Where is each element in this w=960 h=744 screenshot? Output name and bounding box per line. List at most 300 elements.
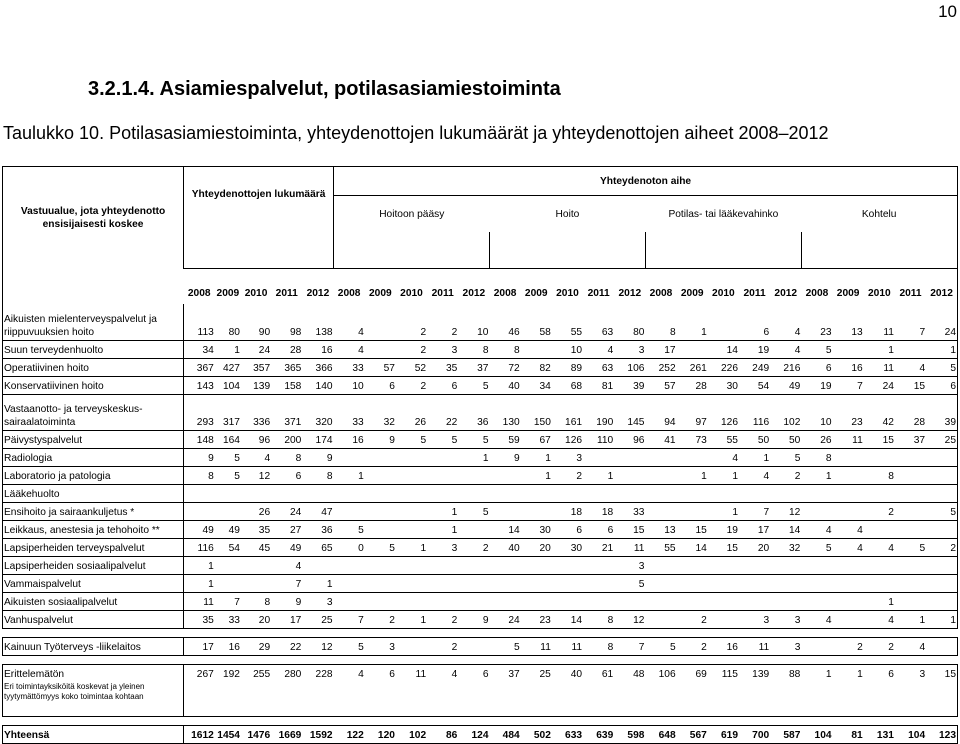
value-cell <box>833 574 864 592</box>
value-cell: 130 <box>489 394 520 430</box>
value-cell: 14 <box>552 610 583 628</box>
year-header: 2008 <box>493 288 517 299</box>
value-cell <box>215 484 241 502</box>
value-cell <box>645 484 676 502</box>
value-cell: 67 <box>521 430 552 448</box>
value-cell: 200 <box>271 430 302 448</box>
value-cell: 2 <box>864 637 895 655</box>
value-cell: 502 <box>521 725 552 743</box>
value-cell <box>215 574 241 592</box>
value-cell <box>926 448 957 466</box>
value-cell: 69 <box>695 669 707 680</box>
value-cell: 63 <box>583 358 614 376</box>
value-cell: 32 <box>770 538 801 556</box>
value-cell: 21 <box>583 538 614 556</box>
value-cell <box>645 574 676 592</box>
value-cell: 65 <box>302 538 333 556</box>
value-cell: 336 <box>241 394 271 430</box>
value-cell: 47 <box>302 502 333 520</box>
value-cell: 54 <box>215 538 241 556</box>
value-cell <box>396 574 427 592</box>
value-cell: 8 <box>864 466 895 484</box>
value-cell: 25 <box>302 610 333 628</box>
value-cell: 23 <box>833 394 864 430</box>
value-cell <box>396 520 427 538</box>
value-cell: 320 <box>302 394 333 430</box>
value-cell <box>645 556 676 574</box>
value-cell: 148 <box>184 430 215 448</box>
value-cell <box>396 637 427 655</box>
topic-group-header: Yhteydenoton aihe <box>334 167 958 196</box>
value-cell: 33 <box>334 394 365 430</box>
value-cell <box>708 682 739 716</box>
value-cell: 1 <box>334 466 365 484</box>
value-cell: 10 <box>801 394 832 430</box>
value-cell <box>489 682 520 716</box>
value-cell: 72 <box>489 358 520 376</box>
value-cell: 30 <box>552 538 583 556</box>
value-cell: 140 <box>302 376 333 394</box>
value-cell <box>770 592 801 610</box>
value-cell <box>489 574 520 592</box>
table-row <box>3 484 958 502</box>
value-cell: 106 <box>658 669 676 680</box>
year-header: 2012 <box>618 288 642 299</box>
value-cell <box>458 556 489 574</box>
value-cell: 598 <box>614 725 645 743</box>
value-cell <box>708 574 739 592</box>
value-cell <box>521 682 552 716</box>
value-cell: 17 <box>184 637 215 655</box>
value-cell <box>334 484 365 502</box>
value-cell <box>739 682 770 716</box>
statistics-table <box>2 166 958 744</box>
value-cell: 6 <box>801 358 832 376</box>
value-cell <box>583 448 614 466</box>
value-cell: 267 <box>196 669 214 680</box>
value-cell: 42 <box>864 394 895 430</box>
value-cell <box>427 466 458 484</box>
value-cell <box>801 682 832 716</box>
value-cell <box>583 574 614 592</box>
value-cell: 7 <box>334 610 365 628</box>
value-cell: 123 <box>926 725 957 743</box>
value-cell <box>801 556 832 574</box>
value-cell: 4 <box>770 304 801 340</box>
year-header: 2009 <box>216 288 240 299</box>
value-cell: 63 <box>583 304 614 340</box>
value-cell: 8 <box>241 592 271 610</box>
table-row-total <box>3 725 958 743</box>
value-cell: 8 <box>458 340 489 358</box>
value-cell: 3 <box>614 340 645 358</box>
table-row <box>3 520 958 538</box>
value-cell: 113 <box>184 304 215 340</box>
value-cell <box>801 484 832 502</box>
value-cell: 126 <box>708 394 739 430</box>
value-cell <box>271 682 302 716</box>
value-cell: 3 <box>427 340 458 358</box>
value-cell <box>833 682 864 716</box>
value-cell: 317 <box>215 394 241 430</box>
value-cell: 190 <box>583 394 614 430</box>
value-cell <box>833 502 864 520</box>
value-cell: 26 <box>801 430 832 448</box>
contacts-column-header: Yhteydenottojen lukumäärä <box>184 167 334 233</box>
value-cell: 15 <box>926 664 957 682</box>
value-cell: 23 <box>521 610 552 628</box>
value-cell: 59 <box>489 430 520 448</box>
value-cell: 50 <box>739 430 770 448</box>
value-cell: 139 <box>752 669 770 680</box>
value-cell <box>677 484 708 502</box>
value-cell <box>521 592 552 610</box>
value-cell: 57 <box>645 376 676 394</box>
value-cell: 10 <box>552 340 583 358</box>
year-header: 2010 <box>556 288 579 299</box>
value-cell <box>396 466 427 484</box>
value-cell: 2 <box>864 502 895 520</box>
value-cell <box>708 484 739 502</box>
value-cell <box>926 592 957 610</box>
value-cell: 1612 <box>184 725 215 743</box>
table-row <box>3 592 958 610</box>
value-cell: 24 <box>926 304 957 340</box>
value-cell: 4 <box>801 610 832 628</box>
value-cell: 90 <box>241 304 271 340</box>
table-row <box>3 574 958 592</box>
value-cell <box>302 556 333 574</box>
value-cell: 28 <box>271 340 302 358</box>
value-cell: 20 <box>739 538 770 556</box>
value-cell: 4 <box>770 340 801 358</box>
value-cell <box>895 484 926 502</box>
value-cell: 5 <box>427 430 458 448</box>
value-cell: 4 <box>358 669 364 680</box>
spacer-cell <box>3 655 958 664</box>
year-header: 2008 <box>649 288 673 299</box>
value-cell: 19 <box>801 376 832 394</box>
row-label: Lapsiperheiden sosiaalipalvelut <box>3 556 184 574</box>
value-cell: 52 <box>396 358 427 376</box>
value-cell: 280 <box>284 669 302 680</box>
value-cell <box>926 637 957 655</box>
value-cell: 46 <box>489 304 520 340</box>
value-cell: 29 <box>241 637 271 655</box>
year-header: 2012 <box>462 288 486 299</box>
value-cell: 1 <box>926 610 957 628</box>
header-spacer <box>801 232 957 269</box>
topic-header: Potilas- tai lääkevahinko <box>668 208 779 220</box>
row-label: Päivystyspalvelut <box>3 430 184 448</box>
value-cell <box>552 682 583 716</box>
value-cell: 567 <box>677 725 708 743</box>
value-cell <box>396 502 427 520</box>
value-cell <box>552 484 583 502</box>
value-cell: 22 <box>427 394 458 430</box>
value-cell: 5 <box>458 376 489 394</box>
value-cell: 2 <box>427 637 458 655</box>
value-cell <box>334 502 365 520</box>
value-cell: 4 <box>833 520 864 538</box>
value-cell <box>645 592 676 610</box>
value-cell: 2 <box>926 538 957 556</box>
value-cell: 37 <box>458 358 489 376</box>
value-cell <box>677 592 708 610</box>
value-cell <box>770 574 801 592</box>
year-row-spacer <box>3 269 184 305</box>
value-cell: 9 <box>184 448 215 466</box>
value-cell: 9 <box>489 448 520 466</box>
value-cell: 8 <box>184 466 215 484</box>
value-cell: 5 <box>926 358 957 376</box>
value-cell <box>677 556 708 574</box>
row-label: Leikkaus, anestesia ja tehohoito ** <box>3 520 184 538</box>
value-cell: 45 <box>241 538 271 556</box>
value-cell: 7 <box>271 574 302 592</box>
row-label: Yhteensä <box>3 725 184 743</box>
value-cell: 226 <box>708 358 739 376</box>
value-cell <box>926 574 957 592</box>
value-cell: 36 <box>302 520 333 538</box>
value-cell: 1592 <box>302 725 333 743</box>
value-cell: 2 <box>677 637 708 655</box>
area-column-header: Vastuualue, jota yhteydenotto ensisijaisesti koskee <box>3 167 184 269</box>
value-cell: 14 <box>677 538 708 556</box>
year-header: 2008 <box>337 288 361 299</box>
value-cell <box>365 592 396 610</box>
value-cell: 37 <box>508 669 520 680</box>
value-cell: 39 <box>614 376 645 394</box>
value-cell: 1 <box>895 610 926 628</box>
value-cell: 1 <box>302 574 333 592</box>
value-cell <box>552 556 583 574</box>
value-cell: 20 <box>521 538 552 556</box>
value-cell: 24 <box>271 502 302 520</box>
row-label: Kainuun Työterveys -liikelaitos <box>3 637 184 655</box>
value-cell: 22 <box>271 637 302 655</box>
value-cell: 15 <box>614 520 645 538</box>
section-heading: 3.2.1.4. Asiamiespalvelut, potilasasiamiestoiminta <box>88 78 561 100</box>
value-cell <box>521 502 552 520</box>
value-cell: 30 <box>521 520 552 538</box>
value-cell: 58 <box>521 304 552 340</box>
spacer-cell <box>3 628 958 637</box>
value-cell: 4 <box>241 448 271 466</box>
value-cell: 34 <box>184 340 215 358</box>
value-cell <box>895 682 926 716</box>
value-cell: 3 <box>739 610 770 628</box>
value-cell: 116 <box>184 538 215 556</box>
value-cell: 164 <box>215 430 241 448</box>
value-cell: 28 <box>677 376 708 394</box>
value-cell <box>489 466 520 484</box>
value-cell <box>184 682 215 716</box>
value-cell <box>895 574 926 592</box>
value-cell <box>215 682 241 716</box>
value-cell: 11 <box>739 637 770 655</box>
value-cell: 2 <box>396 340 427 358</box>
value-cell: 80 <box>614 304 645 340</box>
value-cell: 371 <box>271 394 302 430</box>
value-cell: 97 <box>677 394 708 430</box>
value-cell: 249 <box>739 358 770 376</box>
value-cell: 122 <box>334 725 365 743</box>
value-cell: 86 <box>427 725 458 743</box>
value-cell <box>895 448 926 466</box>
value-cell: 427 <box>215 358 241 376</box>
value-cell: 1 <box>801 466 832 484</box>
value-cell: 293 <box>184 394 215 430</box>
value-cell <box>739 592 770 610</box>
value-cell <box>241 484 271 502</box>
value-cell: 161 <box>552 394 583 430</box>
value-cell <box>365 520 396 538</box>
value-cell: 25 <box>539 669 551 680</box>
value-cell: 14 <box>770 520 801 538</box>
value-cell: 102 <box>396 725 427 743</box>
row-label: Aikuisten mielenterveyspalvelut ja riippuvuuksien hoito <box>3 304 184 340</box>
value-cell: 7 <box>833 376 864 394</box>
value-cell: 96 <box>241 430 271 448</box>
value-cell: 1 <box>184 574 215 592</box>
topic-header: Hoito <box>555 208 580 220</box>
year-header: 2010 <box>712 288 735 299</box>
value-cell: 94 <box>645 394 676 430</box>
table-row <box>3 430 958 448</box>
value-cell: 24 <box>489 610 520 628</box>
statistics-table-wrapper <box>2 166 958 744</box>
value-cell: 15 <box>864 430 895 448</box>
value-cell: 174 <box>302 430 333 448</box>
value-cell: 6 <box>552 520 583 538</box>
value-cell: 16 <box>302 340 333 358</box>
table-caption: Taulukko 10. Potilasasiamiestoiminta, yhteydenottojen lukumäärät ja yhteydenottojen aiheet 2008–2012 <box>3 123 829 143</box>
row-label: Radiologia <box>3 448 184 466</box>
value-cell: 81 <box>583 376 614 394</box>
value-cell: 49 <box>770 376 801 394</box>
value-cell: 35 <box>184 610 215 628</box>
year-header: 2010 <box>400 288 423 299</box>
value-cell <box>926 682 957 716</box>
row-label: Ensihoito ja sairaankuljetus * <box>3 502 184 520</box>
value-cell <box>708 610 739 628</box>
value-cell: 5 <box>895 538 926 556</box>
year-header: 2011 <box>587 288 610 299</box>
value-cell: 4 <box>833 538 864 556</box>
value-cell: 17 <box>645 340 676 358</box>
value-cell <box>365 340 396 358</box>
value-cell <box>427 682 458 716</box>
value-cell: 89 <box>552 358 583 376</box>
value-cell: 11 <box>552 637 583 655</box>
value-cell: 49 <box>215 520 241 538</box>
value-cell <box>864 682 895 716</box>
value-cell: 5 <box>365 538 396 556</box>
value-cell: 619 <box>708 725 739 743</box>
value-cell: 365 <box>271 358 302 376</box>
value-cell: 24 <box>241 340 271 358</box>
row-label: Konservatiivinen hoito <box>3 376 184 394</box>
value-cell <box>215 502 241 520</box>
value-cell <box>645 610 676 628</box>
page-number: 10 <box>938 2 957 21</box>
value-cell <box>677 340 708 358</box>
value-cell: 32 <box>365 394 396 430</box>
value-cell: 115 <box>721 669 738 680</box>
value-cell <box>241 574 271 592</box>
value-cell <box>365 556 396 574</box>
value-cell: 2 <box>427 304 458 340</box>
value-cell: 11 <box>521 637 552 655</box>
row-label: Suun terveydenhuolto <box>3 340 184 358</box>
value-cell <box>458 682 489 716</box>
value-cell: 5 <box>458 430 489 448</box>
value-cell <box>864 574 895 592</box>
value-cell <box>926 484 957 502</box>
value-cell: 30 <box>708 376 739 394</box>
value-cell <box>334 682 365 716</box>
value-cell <box>334 556 365 574</box>
value-cell: 49 <box>271 538 302 556</box>
value-cell <box>302 682 333 716</box>
value-cell <box>552 592 583 610</box>
value-cell: 700 <box>739 725 770 743</box>
value-cell: 5 <box>770 448 801 466</box>
value-cell <box>895 556 926 574</box>
table-row <box>3 466 958 484</box>
value-cell: 1 <box>926 340 957 358</box>
year-header: 2012 <box>926 269 957 305</box>
spacer-row <box>3 628 958 637</box>
value-cell <box>801 592 832 610</box>
value-cell: 6 <box>389 669 395 680</box>
value-cell: 39 <box>926 394 957 430</box>
table-row-note <box>3 682 958 716</box>
value-cell <box>926 520 957 538</box>
value-cell: 106 <box>614 358 645 376</box>
value-cell: 25 <box>926 430 957 448</box>
value-cell <box>770 484 801 502</box>
value-cell: 126 <box>552 430 583 448</box>
value-cell: 4 <box>739 466 770 484</box>
value-cell: 1669 <box>271 725 302 743</box>
value-cell: 1 <box>825 669 832 680</box>
value-cell <box>801 574 832 592</box>
value-cell <box>458 592 489 610</box>
year-header: 2008 <box>187 288 211 299</box>
value-cell <box>926 556 957 574</box>
value-cell: 11 <box>833 430 864 448</box>
value-cell: 1 <box>864 592 895 610</box>
value-cell: 5 <box>458 502 489 520</box>
value-cell <box>708 304 739 340</box>
row-label: Erittelemätön <box>3 664 184 682</box>
table-row <box>3 376 958 394</box>
value-cell: 6 <box>365 376 396 394</box>
year-header: 2012 <box>774 288 798 299</box>
value-cell <box>645 466 676 484</box>
value-cell: 1 <box>708 502 739 520</box>
value-cell: 9 <box>271 592 302 610</box>
value-cell: 34 <box>521 376 552 394</box>
value-cell: 1 <box>458 448 489 466</box>
value-cell <box>583 682 614 716</box>
value-cell <box>365 466 396 484</box>
value-cell: 40 <box>489 538 520 556</box>
value-cell: 40 <box>489 376 520 394</box>
value-cell: 3 <box>552 448 583 466</box>
